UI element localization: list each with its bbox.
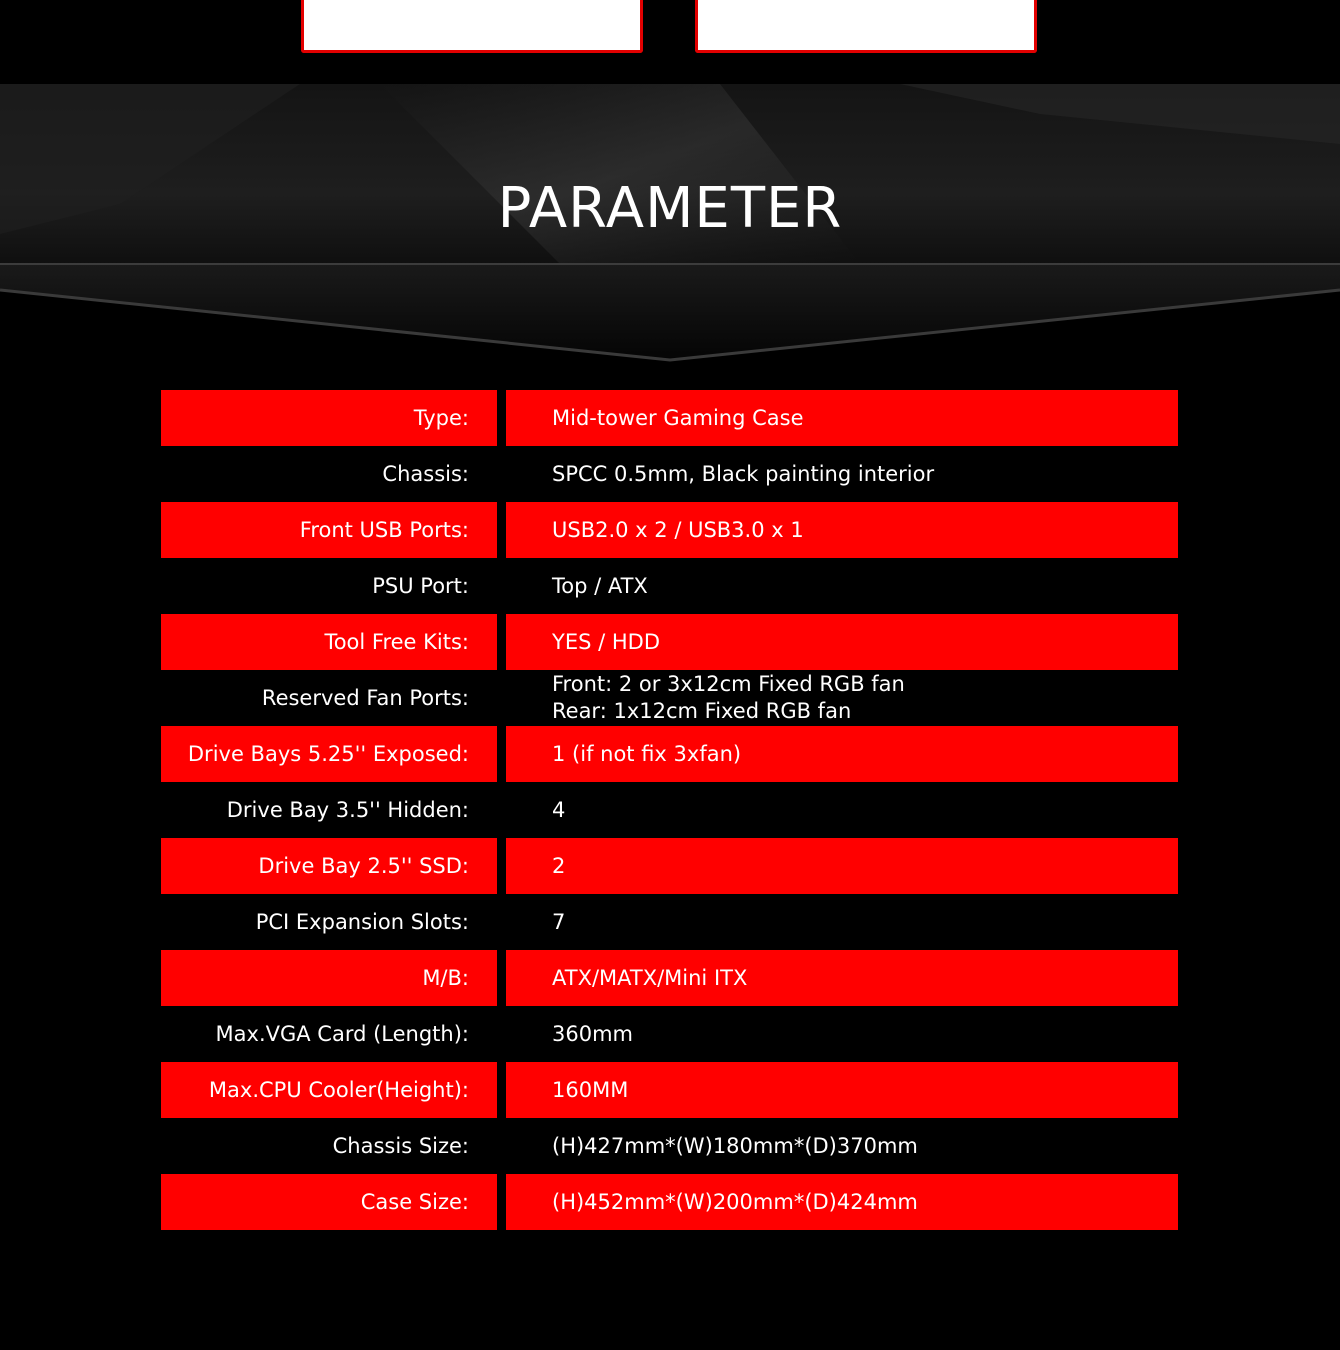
- spec-value: 4: [552, 797, 566, 822]
- spec-label: M/B:: [161, 950, 497, 1006]
- spec-value: (H)427mm*(W)180mm*(D)370mm: [552, 1133, 918, 1158]
- spec-row-reserved-fan-ports: [161, 670, 1178, 726]
- spec-label: Chassis:: [382, 462, 469, 486]
- spec-value-line-rear: Rear: 1x12cm Fixed RGB fan: [552, 699, 852, 723]
- spec-label: PSU Port:: [372, 574, 469, 598]
- spec-label: Tool Free Kits:: [161, 614, 497, 670]
- spec-value: 1 (if not fix 3xfan): [506, 726, 1178, 782]
- page-title: PARAMETER: [497, 176, 843, 241]
- spec-value: USB2.0 x 2 / USB3.0 x 1: [506, 502, 1178, 558]
- spec-value: YES / HDD: [506, 614, 1178, 670]
- spec-value: 7: [552, 909, 566, 934]
- spec-label: Drive Bays 5.25'' Exposed:: [161, 726, 497, 782]
- spec-label: Front USB Ports:: [161, 502, 497, 558]
- spec-label: PCI Expansion Slots:: [255, 910, 469, 934]
- spec-row-max-cpu-cooler: [161, 1062, 1178, 1118]
- spec-row-case-size: [161, 1174, 1178, 1230]
- spec-row-front-usb-ports: [161, 502, 1178, 558]
- spec-row-psu-port: [161, 558, 1178, 614]
- spec-value: (H)452mm*(W)200mm*(D)424mm: [506, 1174, 1178, 1230]
- spec-label: Drive Bay 3.5'' Hidden:: [226, 798, 469, 822]
- spec-row-motherboard: [161, 950, 1178, 1006]
- spec-row-drive-bays-525: [161, 726, 1178, 782]
- top-image-placeholder-right: [695, 0, 1037, 53]
- spec-value: ATX/MATX/Mini ITX: [506, 950, 1178, 1006]
- spec-label: Drive Bay 2.5'' SSD:: [161, 838, 497, 894]
- spec-row-max-vga: [161, 1006, 1178, 1062]
- spec-row-drive-bay-35: [161, 782, 1178, 838]
- spec-value: 160MM: [506, 1062, 1178, 1118]
- spec-label: Max.CPU Cooler(Height):: [161, 1062, 497, 1118]
- top-image-strip: [0, 0, 1340, 84]
- spec-table: [161, 390, 1178, 1230]
- top-image-placeholder-left: [301, 0, 643, 53]
- spec-row-chassis: [161, 446, 1178, 502]
- spec-value: Mid-tower Gaming Case: [506, 390, 1178, 446]
- spec-value: [506, 670, 1178, 726]
- spec-value: SPCC 0.5mm, Black painting interior: [552, 461, 935, 486]
- spec-value: Top / ATX: [552, 573, 648, 598]
- spec-label: Chassis Size:: [332, 1134, 469, 1158]
- parameter-banner: [0, 84, 1340, 374]
- spec-label: Max.VGA Card (Length):: [215, 1022, 469, 1046]
- spec-row-drive-bay-25: [161, 838, 1178, 894]
- spec-label: Type:: [161, 390, 497, 446]
- spec-value: 360mm: [552, 1021, 633, 1046]
- spec-label: Reserved Fan Ports:: [261, 686, 469, 710]
- spec-row-chassis-size: [161, 1118, 1178, 1174]
- spec-row-type: [161, 390, 1178, 446]
- spec-value-line-front: Front: 2 or 3x12cm Fixed RGB fan: [552, 672, 905, 696]
- spec-value: 2: [506, 838, 1178, 894]
- spec-row-pci-slots: [161, 894, 1178, 950]
- spec-row-tool-free-kits: [161, 614, 1178, 670]
- spec-label: Case Size:: [161, 1174, 497, 1230]
